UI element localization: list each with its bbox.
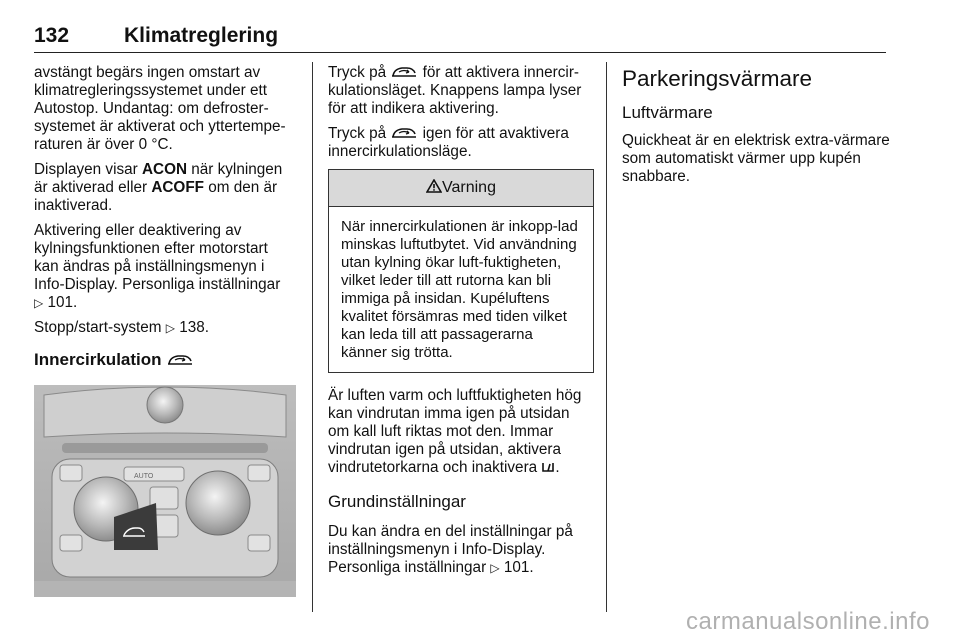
- reference-arrow-icon: ▷: [490, 561, 500, 575]
- climate-control-panel-photo: [34, 385, 296, 597]
- warning-title: Varning: [442, 179, 496, 196]
- page-link-101[interactable]: 101.: [47, 294, 78, 311]
- recirculation-icon: [390, 65, 418, 79]
- auto-button-label: AUTO: [134, 473, 154, 480]
- page-link-101[interactable]: 101.: [503, 559, 534, 576]
- column-1: [34, 64, 296, 602]
- paragraph-stopstart: Stopp/start-system ▷ 138.: [34, 319, 210, 336]
- column-3: [622, 64, 890, 193]
- column-2: [328, 64, 594, 584]
- section-heading-recirculation: Innercirkulation: [34, 351, 296, 369]
- acoff-label: ACOFF: [151, 179, 205, 196]
- wiper-icon: [541, 460, 555, 474]
- paragraph-display: Displayen visar ACON när kylningen är aktiverad eller ACOFF om den är inaktiverad.: [34, 161, 283, 214]
- warning-box: [328, 169, 594, 373]
- section-heading-parking-heater: Parkeringsvärmare: [622, 66, 813, 91]
- paragraph-fog: Är luften varm och luftfuktigheten hög kan vindrutan imma igen på utsidan om kall luft riktas mot den. Immar vindrutan igen på utsidan, aktivera vindrutetorkarna och inaktivera .: [328, 387, 582, 476]
- paragraph-quickheat: Quickheat är en elektrisk extra-värmare som automatiskt värmer upp kupén snabbare.: [622, 132, 890, 185]
- paragraph-basic-settings: Du kan ändra en del inställningar på inställningsmenyn i Info-Display. Personliga inställningar ▷ 101.: [328, 523, 573, 576]
- column-divider-1: [312, 62, 313, 612]
- warning-header: [329, 170, 593, 207]
- page-header: [34, 24, 886, 53]
- page-number: 132: [34, 24, 70, 47]
- section-heading-basic-settings: Grundinställningar: [328, 492, 466, 511]
- recirculation-icon: [166, 353, 194, 367]
- paragraph-autostop: avstängt begärs ingen omstart av klimatregleringssystemet under ett Autostop. Undantag: om defroster-systemet är aktiverat och yttertempe-raturen är över 0 °C.: [34, 64, 286, 153]
- paragraph-settings: Aktivering eller deaktivering av kylningsfunktionen efter motorstart kan ändras på inställningsmenyn i Info-Display. Personliga inställningar ▷ 101.: [34, 222, 281, 311]
- running-title: Klimatreglering: [124, 24, 279, 47]
- reference-arrow-icon: ▷: [165, 321, 175, 335]
- page-link-138[interactable]: 138.: [179, 319, 210, 336]
- paragraph-activate: Tryck på för att aktivera innercir-kulationsläget. Knappens lampa lyser för att indikera aktivering.: [328, 64, 582, 117]
- recirculation-icon: [390, 126, 418, 140]
- subheading-air-heater: Luftvärmare: [622, 103, 713, 122]
- warning-triangle-icon: [426, 179, 442, 193]
- acon-label: ACON: [141, 161, 188, 178]
- column-divider-2: [606, 62, 607, 612]
- reference-arrow-icon: ▷: [34, 296, 44, 310]
- watermark: carmanualsonline.info: [686, 608, 930, 635]
- paragraph-deactivate: Tryck på igen för att avaktivera innercirkulationsläge.: [328, 125, 569, 160]
- warning-text: När innercirkulationen är inkopp-lad minskas luftutbytet. Vid användning utan kylning ökar luft-fuktigheten, vilket leder till att rutorna kan bli immiga på insidan. Kupéluftens kvalitet försämras med tiden vilket kan leda till att passagerarna känner sig trötta.: [341, 218, 578, 361]
